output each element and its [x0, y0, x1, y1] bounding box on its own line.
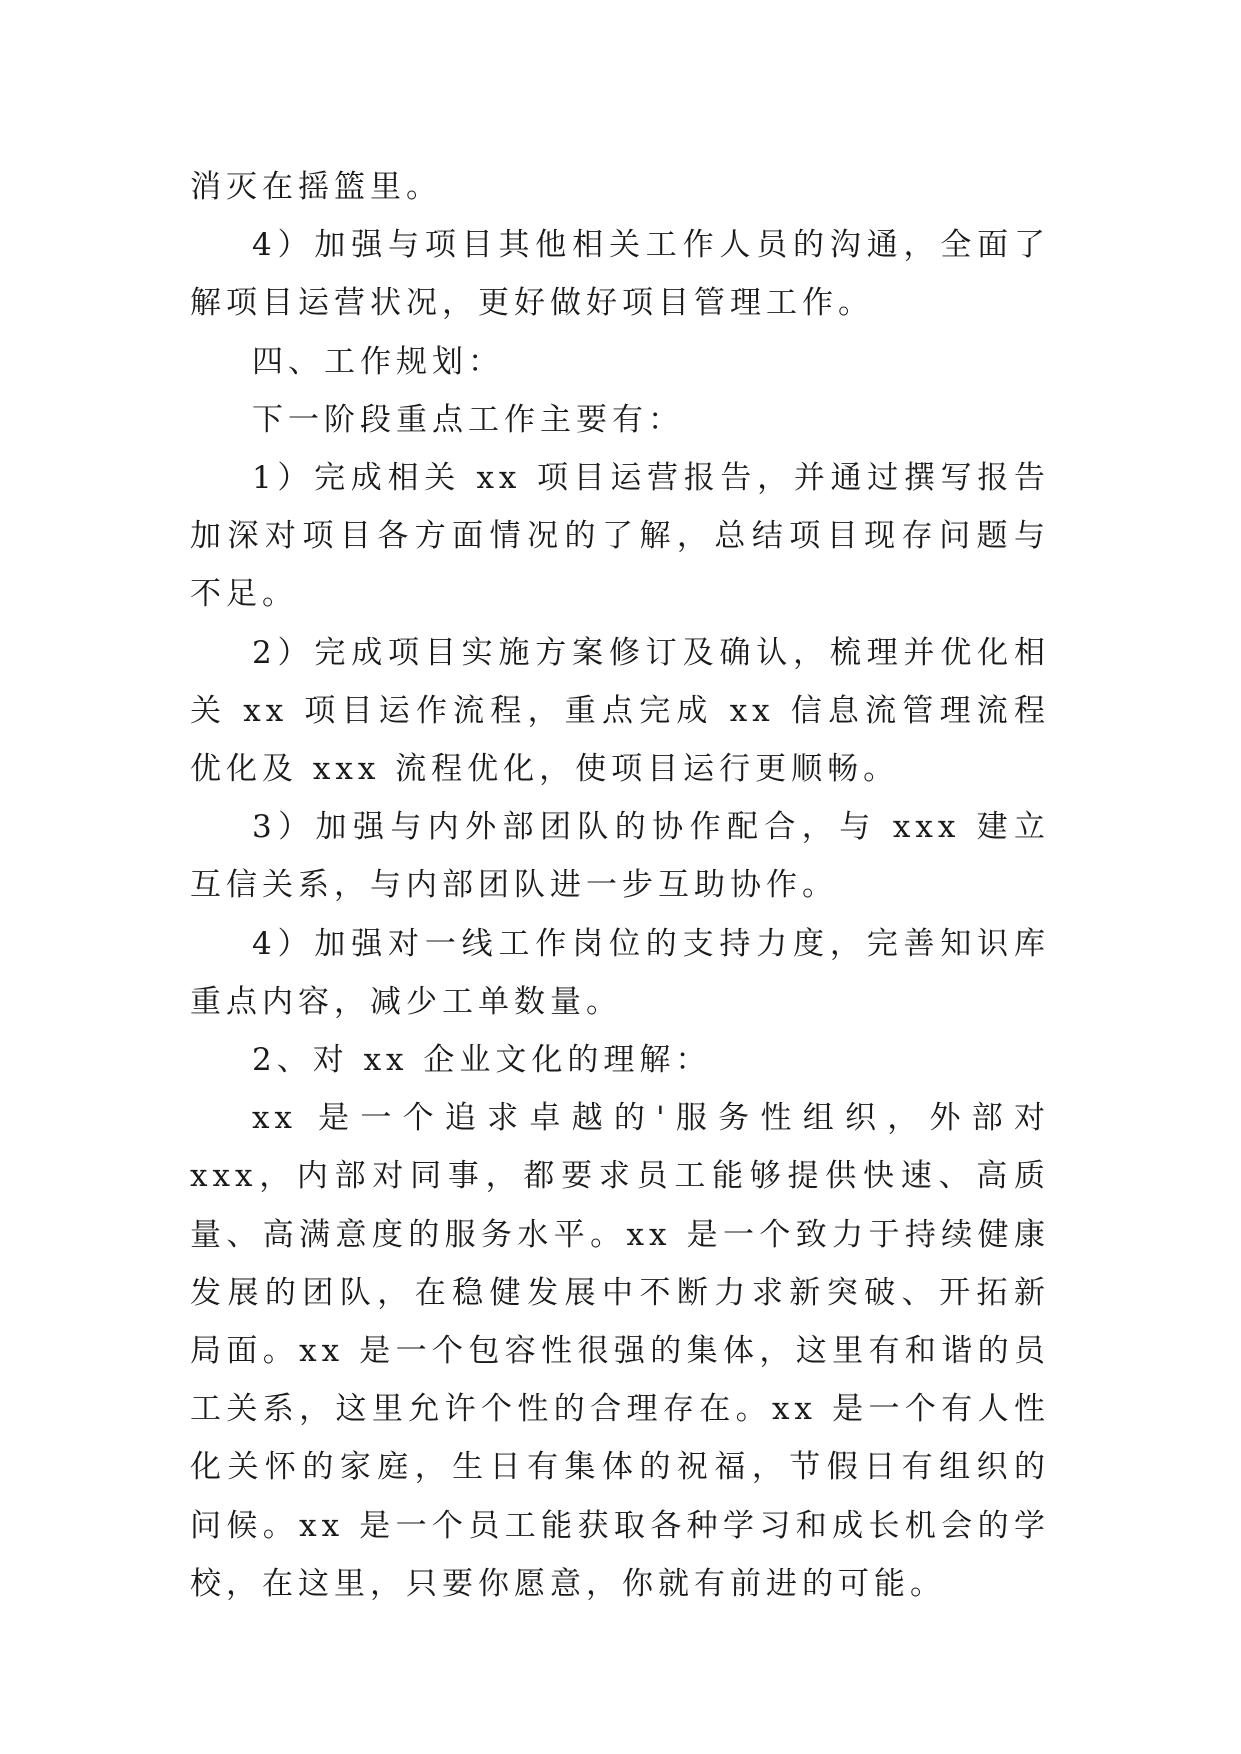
section-heading-culture: 2、对 xx 企业文化的理解：: [252, 1042, 712, 1079]
paragraph-culture-understanding: xx 是一个追求卓越的'服务性组织，外部对 xxx，内部对同事，都要求员工能够提供快速、高质量、高满意度的服务水平。xx 是一个致力于持续健康发展的团队，在稳健发展中不断力求新突破、开拓新局面。xx 是一个包容性很强的集体，这里有和谐的员工关系，这里允许个性的合理存在。xx 是一个有人性化关怀的家庭，生日有集体的祝福，节假日有组织的问候。xx 是一个员工能获取各种学习和成长机会的学校，在这里，只要你愿意，你就有前进的可能。: [190, 1100, 1050, 1602]
paragraph-item-4-communication: 4）加强与项目其他相关工作人员的沟通，全面了解项目运营状况，更好做好项目管理工作。: [190, 227, 1050, 322]
paragraph-plan-item-4: 4）加强对一线工作岗位的支持力度，完善知识库重点内容，减少工单数量。: [190, 925, 1050, 1020]
section-heading-work-plan: 四、工作规划：: [252, 343, 504, 380]
paragraph-continuation: 消灭在摇篮里。: [190, 169, 442, 205]
paragraph-plan-item-2: 2）完成项目实施方案修订及确认，梳理并优化相关 xx 项目运作流程，重点完成 xx 信息流管理流程优化及 xxx 流程优化，使项目运行更顺畅。: [190, 634, 1050, 788]
paragraph-next-stage-intro: 下一阶段重点工作主要有：: [252, 401, 684, 438]
paragraph-plan-item-3: 3）加强与内外部团队的协作配合，与 xxx 建立互信关系，与内部团队进一步互助协作。: [190, 809, 1050, 904]
paragraph-plan-item-1: 1）完成相关 xx 项目运营报告，并通过撰写报告加深对项目各方面情况的了解，总结项目现存问题与不足。: [190, 460, 1050, 613]
document-body: [190, 158, 1050, 1613]
